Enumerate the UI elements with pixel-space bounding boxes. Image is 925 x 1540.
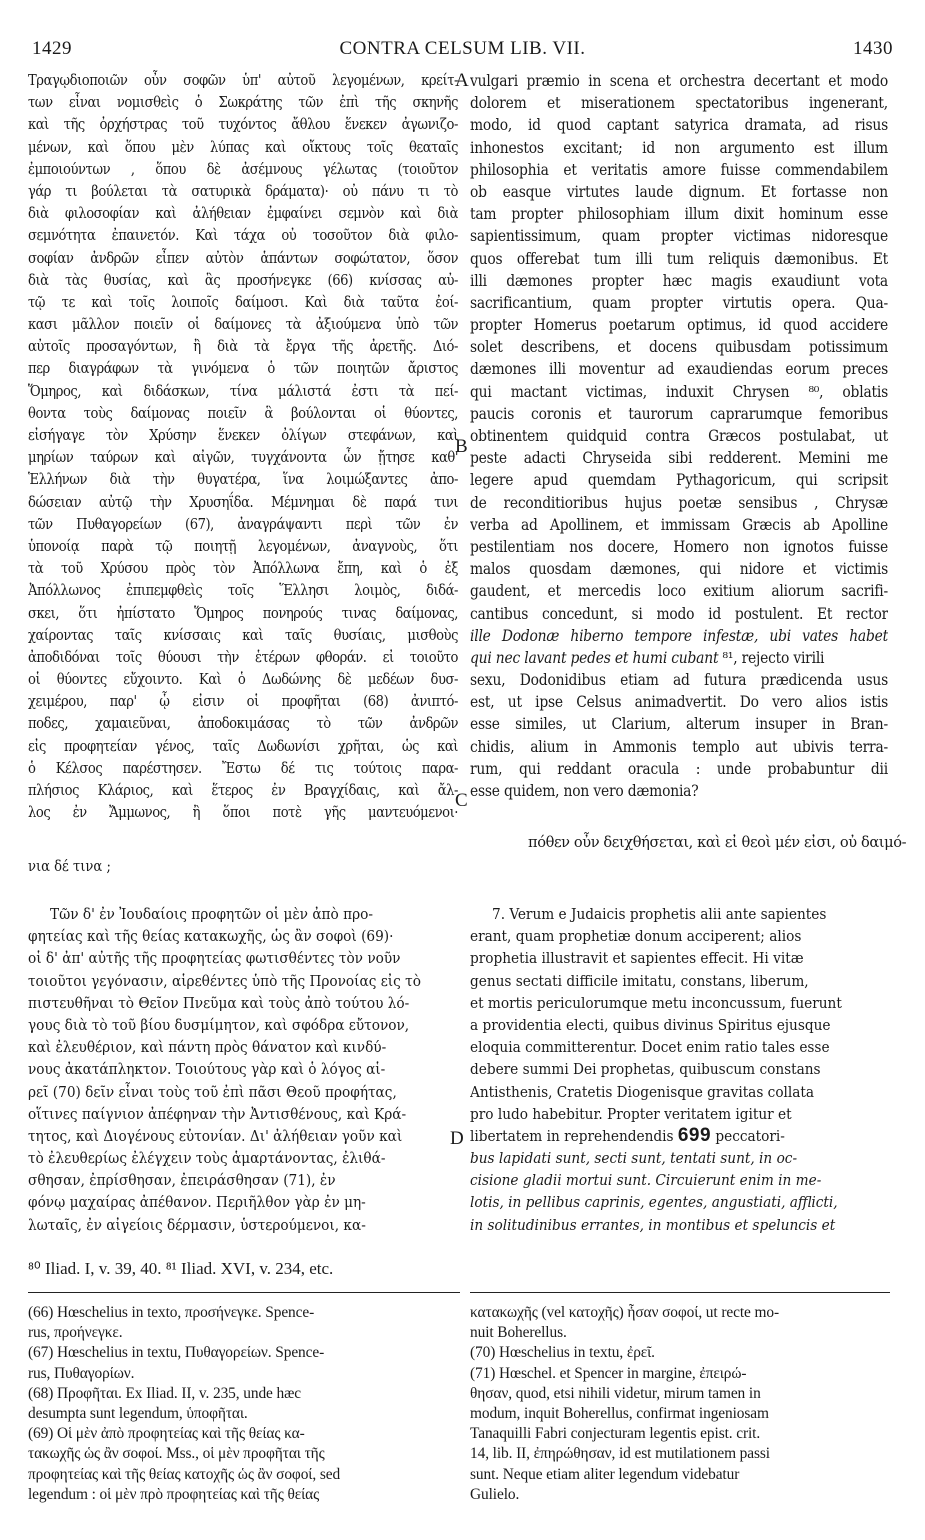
greek-line: ρεῖ (70) δεῖν εἶναι τοὺς τοῦ ἐπὶ πᾶσι Θεοῦ προφήτας, — [28, 1082, 397, 1101]
latin-line: lotis, in pellibus caprinis, egentes, angustiati, afflicti, — [470, 1193, 838, 1212]
left-page-number: 1429 — [32, 38, 72, 59]
latin-line: obtinentem quidquid contra Græcos postulabat, ut — [470, 427, 888, 445]
footnote-line: κατακωχῆς (vel κατοχῆς) ἦσαν σοφοί, ut recte mo- — [470, 1304, 779, 1321]
greek-line: λος ἐν Ἄμμωνος, ἢ ὅποι ποτὲ γῆς μαντευόμενοι· — [28, 804, 458, 822]
footnote-line: θησαν, quod, etsi nihili videtur, mirum tamen in — [470, 1384, 761, 1402]
latin-line: Antisthenis, Cratetis Diogenisque gravitas collata — [470, 1082, 815, 1101]
greek-line: Ἀπόλλωνος ἐπιπεμφθεὶς τοῖς Ἕλλησι λοιμὸς, διδά- — [28, 582, 458, 600]
greek-line: ἀποδιδόναι τοῖς θύουσι τὴν ἑτέρων φθοράν. εἰ τοιοῦτο — [28, 648, 458, 666]
greek-line: μηρίων ταύρων καὶ αἰγῶν, τυγχάνοντα ὧν ᾔτησε καθ' — [28, 449, 458, 467]
latin-line: 7. Verum e Judaicis prophetis alii ante sapientes — [492, 905, 827, 923]
latin-line: legere apud quemdam Pythagoricum, qui scripsit — [470, 471, 888, 490]
greek-line: λωταῖς, ἐν αἰγείοις δέρμασιν, ὑστερούμενοι, κα- — [28, 1215, 366, 1234]
greek-line: μένων, καὶ ὅπου μὲν λύπας καὶ οἴκτους τοῖς θεαταῖς — [28, 138, 458, 156]
greek-line: πλήσιος Κλάριος, καὶ ἕτερος ἐν Βραγχίδαις, καὶ ἄλ- — [28, 782, 458, 799]
latin-line: in solitudinibus errantes, in montibus et speluncis et — [470, 1215, 836, 1234]
greek-line: κασι μᾶλλον ποιεῖν οἱ δαίμονες τὰ ἀξιούμενα ὑπὸ τῶν — [28, 316, 458, 334]
footnote-line: legendum : οἱ μὲν πρὸ προφητείας καὶ τῆς θείας — [28, 1485, 320, 1503]
latin-line: pro ludo habebitur. Propter veritatem igitur et — [470, 1104, 792, 1123]
footnote-line: rus, Πυθαγορίων. — [28, 1364, 135, 1382]
latin-text: libertatem in reprehendendis — [470, 1126, 678, 1145]
latin-line: de reconditioribus hujus poetæ sensibus , Chrysæ — [470, 493, 888, 512]
latin-line: rum, qui reddant oracula : unde probabuntur dii — [470, 759, 888, 778]
latin-line: quos offerebat tum illi tum reliquis dæmonibus. Et — [470, 249, 888, 268]
greek-line: Ἑλλήνων διὰ τὴν θυγατέρα, ἵνα λοιμώξαντες ἀπο- — [28, 471, 458, 489]
latin-line: ille Dodonæ hiberno tempore infestæ, ubi vates habet — [470, 626, 888, 645]
latin-line: dæmones illi moventur ad exaudiendas eorum preces — [470, 360, 888, 379]
latin-column-lower — [470, 903, 888, 1236]
latin-line: sexu, Dodonidibus etiam ad futura prædicenda usus — [470, 671, 888, 690]
latin-line — [470, 1125, 888, 1147]
greek-line: θοντα τοὺς δαίμονας ποιεῖν ἃ βούλονται οἱ θύοντες, — [28, 404, 458, 422]
greek-line: εἰσήγαγε τὸν Χρύσην ἕνεκεν ὀλίγων στεφάνων, καὶ — [28, 427, 458, 444]
greek-line: γους διὰ τὸ τοῦ βίου δυσμίμητον, καὶ σφόδρα εὔτονον, — [28, 1015, 410, 1034]
greek-line: τῷ τε καὶ τοῖς λοιποῖς δαίμοσι. Καὶ διὰ ταῦτα ἐοί- — [28, 293, 458, 311]
latin-line: chidis, alium in Ammonis templo aut ubivis terra- — [470, 737, 888, 756]
latin-column-upper — [470, 70, 888, 802]
latin-line: ob easque virtutes laude dignum. Et fortasse non — [470, 182, 888, 201]
latin-line: gaudent, et mercedis loco exitium aliorum sacrifi- — [470, 582, 888, 601]
greek-line: νια δέ τινα ; — [28, 858, 111, 875]
greek-line: καὶ τῆς ὀρχήστρας τοῦ τυχόντος ἄθλου ἕνεκεν ἀγωνιζο- — [28, 116, 458, 134]
latin-line: et mortis periculorumque metu inconcussum, fuerunt — [470, 993, 842, 1012]
latin-line: vulgari præmio in scena et orchestra decertant et modo — [470, 72, 888, 90]
footnote-rule-left — [28, 1292, 460, 1293]
latin-line: cantibus concedunt, si modo id postulent. Et rector — [470, 604, 888, 623]
footnote-line: (69) Οἱ μὲν ἀπὸ προφητείας καὶ τῆς θείας κα- — [28, 1425, 305, 1443]
greek-line: Ὅμηρος, καὶ διδάσκων, τίνα μάλιστά ἐστι τὰ πεί- — [28, 382, 458, 400]
section-mark-b: B — [455, 436, 468, 457]
greek-line: σεμνότητα ἐπαινετόν. Καὶ τάχα οὐ τοσοῦτον διὰ φιλο- — [28, 227, 458, 245]
right-page-number: 1430 — [853, 38, 893, 59]
latin-line: prophetia illustravit et sapientes effecit. Hi vitæ — [470, 949, 804, 968]
latin-line: propter Homerus poetarum optimus, id quod accidere — [470, 316, 888, 335]
latin-line: philosophia et veritatis amore fuisse commendabilem — [470, 160, 888, 179]
reference-notes: ⁸⁰ Iliad. I, v. 39, 40. ⁸¹ Iliad. XVI, v. 234, etc. — [28, 1259, 334, 1278]
greek-line: σθησαν, ἐπρίσθησαν, ἐπειράσθησαν (71), ἐν — [28, 1171, 336, 1190]
latin-line: dolorem et miserationem spectatoribus ingenerant, — [470, 94, 888, 113]
section-mark-a: A — [455, 70, 469, 91]
latin-line: peste adacti Chryseida sibi redderent. Memini me — [470, 449, 888, 468]
latin-line: sacrificantium, quam propter virtutis opera. Qua- — [470, 293, 888, 312]
latin-line: pestilentiam nos docere, Homero non ignotos fuisse — [470, 537, 888, 556]
latin-line: sapientissimum, quam propter victimas nidoresque — [470, 227, 888, 246]
greek-line: σκει, ὅτι ἠπίστατο Ὅμηρος πονηρούς τινας δαίμονας, — [28, 604, 458, 622]
latin-line: inhonestos excitant; id non argumento est illum — [470, 138, 888, 157]
latin-line: a providentia electi, quibus divinus Spiritus ejusque — [470, 1015, 831, 1034]
footnote-line: modum, inquit Boherellus, confirmat ingeniosam — [470, 1404, 769, 1422]
greek-line: δώσειαν αὐτῷ τὴν Χρυσηΐδα. Μέμνημαι δὲ παρά τινι — [28, 493, 458, 511]
greek-line: τὰ τοῦ Χρύσου πρὸς τὸν Ἀπόλλωνα ἔπη, καὶ ὁ ἐξ — [28, 560, 458, 578]
section-mark-d: D — [450, 1128, 464, 1149]
latin-line: cisione gladii mortui sunt. Circuierunt enim in me- — [470, 1171, 822, 1190]
footnote-line: (67) Hœschelius in textu, Πυθαγορείων. Spence- — [28, 1344, 325, 1362]
greek-line: τητος, καὶ Διογένους εὐτονίαν. Δι' ἀλήθειαν γοῦν καὶ — [28, 1126, 403, 1145]
greek-line: ποδες, χαμαιεῦναι, ἀποδοκιμάσας τὸ τῶν ἀνδρῶν — [28, 715, 458, 733]
greek-line: φόνῳ μαχαίρας ἀπέθανον. Περιῆλθον γὰρ ἐν μη- — [28, 1193, 366, 1212]
latin-line: est, ut ipse Celsus animadvertit. Do vero alios istis — [470, 693, 888, 712]
footnote-line: (66) Hœschelius in texto, προσήνεγκε. Spence- — [28, 1304, 315, 1321]
latin-text: ⁸¹, rejecto virili — [718, 648, 825, 667]
greek-line: τοιοῦτοι γεγόνασιν, αἱρεθέντες ὑπὸ τῆς Προνοίας εἰς τὸ — [28, 971, 421, 990]
latin-line: illi dæmones propter hæc magis exaudiunt vota — [470, 271, 888, 290]
greek-line: τὸ ἐλευθερίως ἐλέγχειν τοὺς ἁμαρτάνοντας, ἐλιθά- — [28, 1149, 386, 1168]
greek-line: εἰς προφητείαν γένος, ταῖς Δωδωνίσι χρῆται, ὡς καὶ — [28, 737, 458, 755]
footnote-line: (71) Hœschel. et Spencer in margine, ἐπειρώ- — [470, 1364, 747, 1382]
latin-line: bus lapidati sunt, secti sunt, tentati sunt, in oc- — [470, 1149, 798, 1168]
greek-line: οἱ δ' ἀπ' αὐτῆς τῆς προφητείας φωτισθέντες τὸν νοῦν — [28, 949, 401, 968]
footnotes-right — [470, 1303, 890, 1505]
footnotes-left — [28, 1303, 460, 1505]
greek-crossline-end — [28, 856, 458, 878]
greek-line: ὁ Κέλσος παρέστησεν. Ἔστω δέ τις τούτοις παρα- — [28, 759, 458, 777]
migne-column-number: 699 — [677, 1124, 712, 1146]
footnote-line: rus, προήνεγκε. — [28, 1324, 123, 1342]
footnote-line: (70) Hœschelius in textu, ἐρεῖ. — [470, 1344, 655, 1362]
section-mark-c: C — [455, 790, 468, 811]
latin-line: qui mactant victimas, induxit Chrysen ⁸⁰, oblatis — [470, 382, 888, 401]
greek-line: χαίροντας ταῖς κνίσσαις καὶ ταῖς θυσίαις, μισθοὺς — [28, 626, 458, 644]
footnote-line: Gulielo. — [470, 1485, 520, 1503]
greek-line: καὶ ἐλευθέριον, καὶ πάντη πρὸς θάνατον καὶ κινδύ- — [28, 1038, 387, 1057]
greek-crossline-text: πόθεν οὖν δειχθήσεται, καὶ εἰ θεοὶ μέν εἰσι, οὐ δαιμό- — [528, 834, 907, 851]
greek-line: ὑπονοίᾳ παρὰ τῷ ποιητῇ λεγομένων, ἀναγνοὺς, ὅτι — [28, 537, 458, 555]
latin-line: malos quosdam dæmones, qui nidore et victimis — [470, 560, 888, 579]
footnote-line: τακωχῆς ὡς ἂν σοφοί. Mss., οἱ μὲν προφῆται τῆς — [28, 1445, 325, 1463]
footnote-rule-right — [470, 1292, 890, 1293]
footnote-line: sunt. Neque etiam aliter legendum videbatur — [470, 1465, 740, 1483]
latin-line: esse quidem, non vero dæmonia? — [470, 782, 699, 800]
greek-line: φητείας καὶ τῆς θείας κατακωχῆς, ὡς ἂν σοφοὶ (69)· — [28, 927, 394, 946]
latin-text: peccatori- — [711, 1126, 785, 1145]
greek-line: των εἶναι νομισθεὶς ὁ Σωκράτης τῶν ἐπὶ τῆς σκηνῆς — [28, 94, 458, 112]
greek-line: ἐμποιούντων , ὅπου δὲ ἀσέμνους γέλωτας (τοιοῦτον — [28, 160, 458, 178]
greek-line: Τραγῳδιοποιῶν οὖν σοφῶν ὑπ' αὐτοῦ λεγομένων, κρείτ- — [28, 72, 458, 89]
footnote-line: (68) Προφῆται. Ex Iliad. II, v. 235, unde hæc — [28, 1384, 302, 1402]
greek-line: διὰ τὰς θυσίας, καὶ ἃς προσήνεγκε (66) κνίσσας αὐ- — [28, 271, 458, 289]
footnote-line: nuit Boherellus. — [470, 1324, 567, 1342]
greek-crossline — [28, 834, 908, 856]
greek-line: αὐτοῖς προσαγόντων, ἢ διὰ τὰ ἔργα τῆς ἀρετῆς. Διό- — [28, 338, 458, 356]
latin-line: esse similes, ut Clarium, alterum insuper in Bran- — [470, 715, 888, 734]
greek-line: οἵτινες παίγνιον ἀπέφηναν τὴν Ἀντισθένους, καὶ Κρά- — [28, 1104, 407, 1123]
greek-line: γάρ τι βούλεται τὰ σατυρικὰ δράματα)· οὐ πάνυ τι τὸ — [28, 182, 458, 200]
latin-line — [470, 647, 888, 669]
latin-italic-text: qui nec lavant pedes et humi cubant — [470, 648, 719, 667]
latin-line: verba ad Apollinem, et immissam Græcis ab Apolline — [470, 515, 888, 534]
greek-line: οἱ θύοντες εὔχοιντο. Καὶ ὁ Δωδώνης δὲ μεδέων δυσ- — [28, 671, 458, 689]
latin-line: genus sectati difficile imitatu, constans, liberum, — [470, 971, 809, 990]
greek-column-upper — [28, 70, 458, 824]
latin-line: erant, quam prophetiæ donum acciperent; alios — [470, 927, 802, 946]
greek-line: σοφίαν ἀνδρῶν εἶπεν αὐτὸν ἁπάντων σοφώτατον, ὅσον — [28, 249, 458, 267]
greek-line: Τῶν δ' ἐν Ἰουδαίοις προφητῶν οἱ μὲν ἀπὸ προ- — [50, 905, 373, 923]
footnote-line: προφητείας καὶ τῆς θείας κατοχῆς ὡς ἂν σοφοί, sed — [28, 1465, 341, 1483]
latin-line: paucis coronis et taurorum caprarumque femoribus — [470, 404, 888, 423]
latin-line: modo, id quod captant satyrica dramata, ad risus — [470, 116, 888, 135]
footnote-line: Tanaquilli Fabri conjecturam legentis epist. crit. — [470, 1425, 761, 1443]
running-head — [32, 38, 893, 62]
latin-line: eloquia committerentur. Docet enim ratio tales esse — [470, 1038, 830, 1057]
greek-line: πιστευθῆναι τὸ Θεῖον Πνεῦμα καὶ τοὺς ἀπὸ τούτου λό- — [28, 993, 410, 1012]
footnote-line: desumpta sunt legendum, ὑποφῆται. — [28, 1404, 248, 1422]
latin-line: solet describens, et docens quibusdam potissimum — [470, 338, 888, 357]
greek-line: χειμέρου, παρ' ᾧ εἰσιν οἱ προφῆται (68) ἀνιπτό- — [28, 693, 458, 711]
latin-line: tam propter philosophiam illum dixit hominum esse — [470, 205, 888, 224]
greek-line: διὰ φιλοσοφίαν καὶ ἀλήθειαν ἐμφαίνει σεμνὸν καὶ διὰ — [28, 205, 458, 223]
greek-line: περ διαγράφων τὰ γινόμενα ὁ τῶν ποιητῶν ἄριστος — [28, 360, 458, 378]
footnote-line: 14, lib. II, ἐπηρώθησαν, id est mutilationem passi — [470, 1445, 770, 1463]
greek-column-lower — [28, 903, 458, 1236]
greek-line: τῶν Πυθαγορείων (67), ἀναγράψαντι περὶ τῶν ἐν — [28, 515, 458, 533]
running-title: CONTRA CELSUM LIB. VII. — [339, 38, 586, 59]
latin-line: debere summi Dei prophetas, quibuscum constans — [470, 1060, 821, 1079]
greek-line: νους ἀκατάπληκτον. Τοιούτους γὰρ καὶ ὁ λόγος αἱ- — [28, 1060, 386, 1079]
